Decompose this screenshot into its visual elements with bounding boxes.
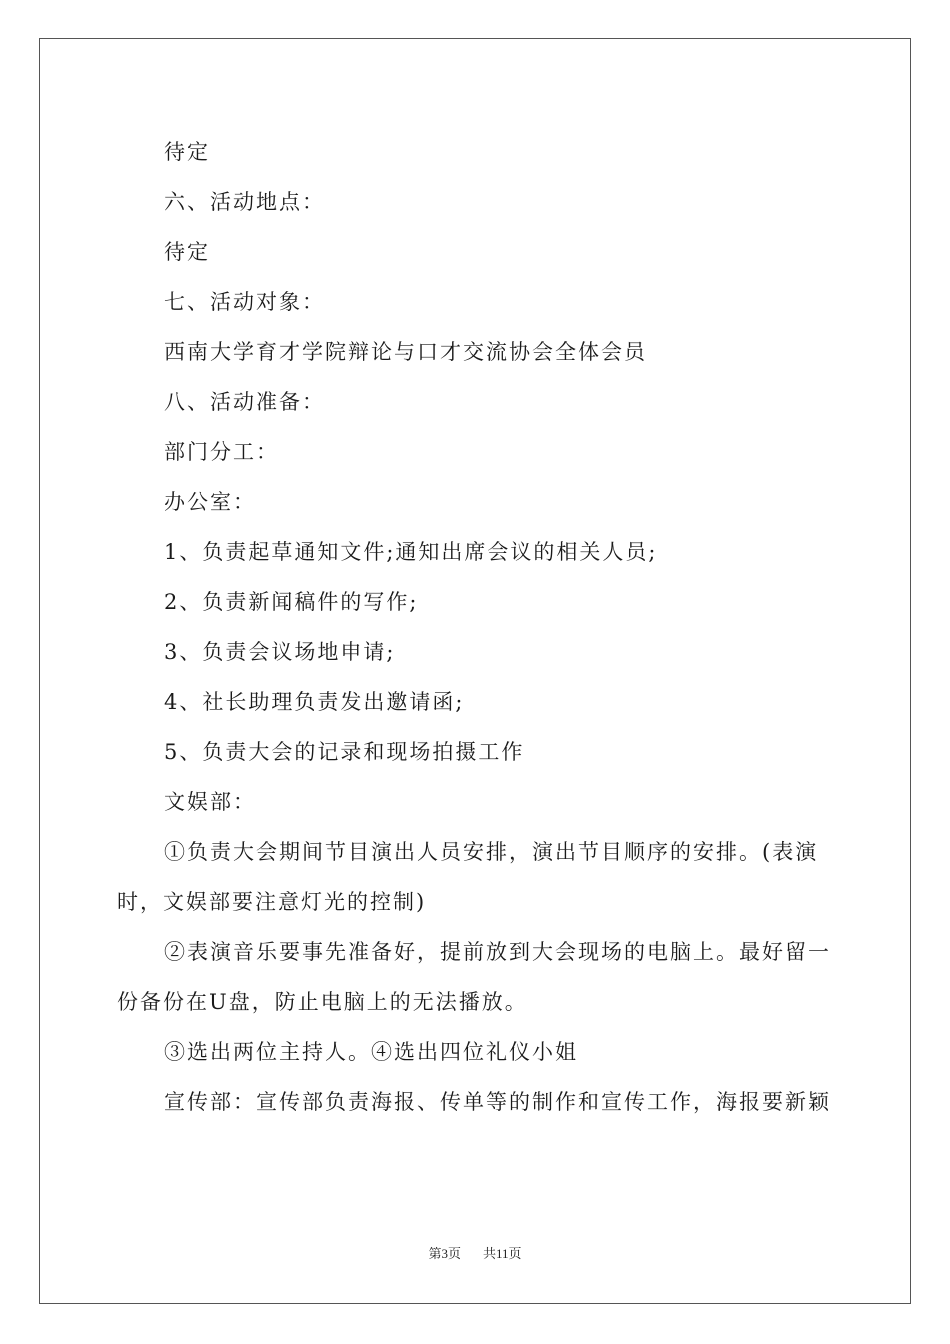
list-item: 1、负责起草通知文件;通知出席会议的相关人员; <box>164 540 658 564</box>
page-footer <box>0 1243 950 1262</box>
paragraph: ②表演音乐要事先准备好，提前放到大会现场的电脑上。最好留一份备份在U盘，防止电脑上的无法播放。 <box>117 940 831 1014</box>
section-heading: 八、活动准备： <box>164 390 325 414</box>
section-heading: 七、活动对象： <box>164 290 325 314</box>
document-body <box>117 127 837 1127</box>
list-item: 3、负责会议场地申请; <box>164 640 396 664</box>
paragraph: 待定 <box>164 240 210 264</box>
page-total: 共11页 <box>482 1246 522 1261</box>
paragraph: 待定 <box>164 140 210 164</box>
paragraph: ①负责大会期间节目演出人员安排，演出节目顺序的安排。(表演时，文娱部要注意灯光的控制) <box>117 840 819 914</box>
paragraph: 部门分工： <box>164 440 279 464</box>
paragraph: 文娱部： <box>164 790 256 814</box>
paragraph: 办公室： <box>164 490 256 514</box>
paragraph: 西南大学育才学院辩论与口才交流协会全体会员 <box>164 340 647 364</box>
paragraph: ③选出两位主持人。④选出四位礼仪小姐 <box>164 1040 578 1064</box>
list-item: 4、社长助理负责发出邀请函; <box>164 690 465 714</box>
list-item: 5、负责大会的记录和现场拍摄工作 <box>164 740 525 764</box>
paragraph: 宣传部：宣传部负责海报、传单等的制作和宣传工作，海报要新颖 <box>164 1090 831 1114</box>
page-number: 第3页 <box>428 1246 461 1261</box>
list-item: 2、负责新闻稿件的写作; <box>164 590 419 614</box>
section-heading: 六、活动地点： <box>164 190 325 214</box>
